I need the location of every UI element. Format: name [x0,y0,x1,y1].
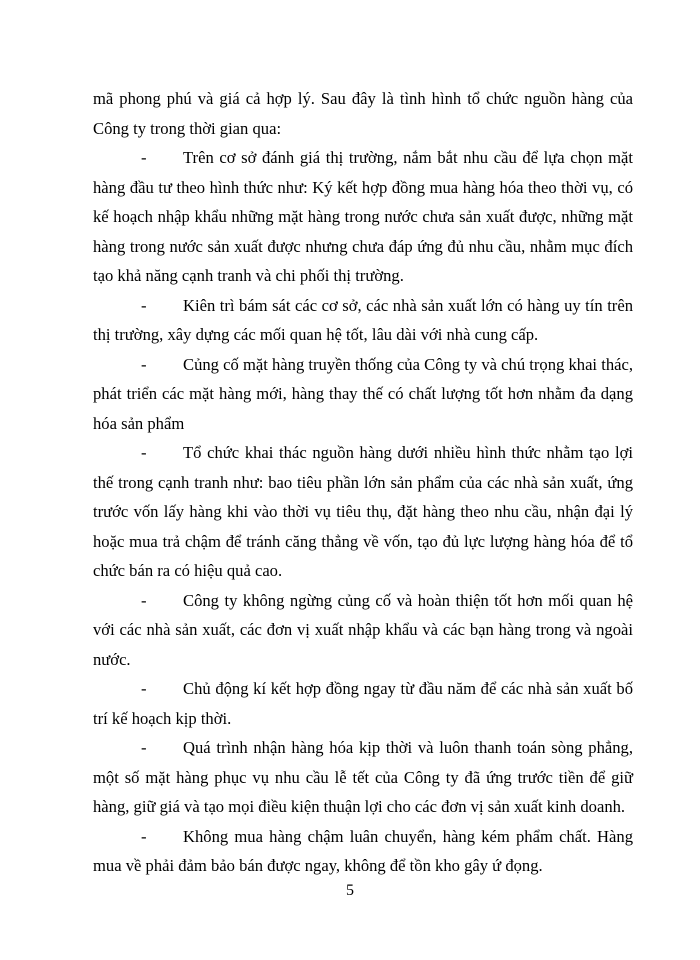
bullet-paragraph [93,291,633,350]
bullet-text: Củng cố mặt hàng truyền thống của Công ty và chú trọng khai thác, phát triển các mặt hàng mới, hàng thay thế có chất lượng tốt hơn nhằm đa dạng hóa sản phẩm [93,354,633,433]
bullet-dash: - [141,738,147,757]
bullet-dash: - [141,354,147,374]
bullet-text: Kiên trì bám sát các cơ sở, các nhà sản xuất lớn có hàng uy tín trên thị trường, xây dựng các mối quan hệ tốt, lâu dài với nhà cung cấp. [93,295,633,344]
intro-paragraph: mã phong phú và giá cả hợp lý. Sau đây là tình hình tổ chức nguồn hàng của Công ty trong thời gian qua: [93,89,633,138]
bullet-dash: - [141,826,147,846]
bullet-dash: - [141,679,147,698]
bullet-text: Không mua hàng chậm luân chuyển, hàng kém phẩm chất. Hàng mua về phải đảm bảo bán được ngay, không để tồn kho gây ứ đọng. [93,826,633,875]
bullet-paragraph [93,143,633,291]
bullet-text: Quá trình nhận hàng hóa kịp thời và luôn thanh toán sòng phẳng, một số mặt hàng phục vụ nhu cầu lễ tết của Công ty đã ứng trước tiền để giữ hàng, giữ giá và tạo mọi điều kiện thuận lợi cho các đơn vị sản xuất kinh doanh. [93,738,633,816]
bullet-dash: - [141,590,147,610]
page-number: 5 [346,882,354,899]
body-text [93,84,633,881]
bullet-paragraph [93,586,633,675]
bullet-paragraph [93,350,633,439]
bullet-paragraph [93,674,633,733]
bullet-paragraph [93,733,633,822]
bullet-paragraph [93,822,633,881]
bullet-paragraph [93,438,633,586]
bullet-text: Tổ chức khai thác nguồn hàng dưới nhiều hình thức nhằm tạo lợi thế trong cạnh tranh như: bao tiêu phần lớn sản phẩm của các nhà sản xuất, ứng trước vốn lấy hàng khi vào thời vụ tiêu thụ, đặt hàng theo nhu cầu, nhận đại lý hoặc mua trả chậm để tránh căng thẳng về vốn, tạo đủ lực lượng hàng hóa để tổ chức bán ra có hiệu quả cao. [93,443,633,580]
bullet-text: Công ty không ngừng củng cố và hoàn thiện tốt hơn mối quan hệ với các nhà sản xuất, các đơn vị xuất nhập khẩu và các bạn hàng trong và ngoài nước. [93,590,633,669]
bullet-text: Trên cơ sở đánh giá thị trường, nắm bắt nhu cầu để lựa chọn mặt hàng đầu tư theo hình thức như: Ký kết hợp đồng mua hàng hóa theo thời vụ, có kế hoạch nhập khẩu những mặt hàng trong nước chưa sản xuất được, những mặt hàng trong nước sản xuất được nhưng chưa đáp ứng đủ nhu cầu, nhằm mục đích tạo khả năng cạnh tranh và chi phối thị trường. [93,148,633,285]
bullet-dash: - [141,295,147,315]
bullet-dash: - [141,148,147,167]
bullet-text: Chủ động kí kết hợp đồng ngay từ đầu năm để các nhà sản xuất bố trí kế hoạch kịp thời. [93,679,633,728]
bullet-dash: - [141,443,147,462]
